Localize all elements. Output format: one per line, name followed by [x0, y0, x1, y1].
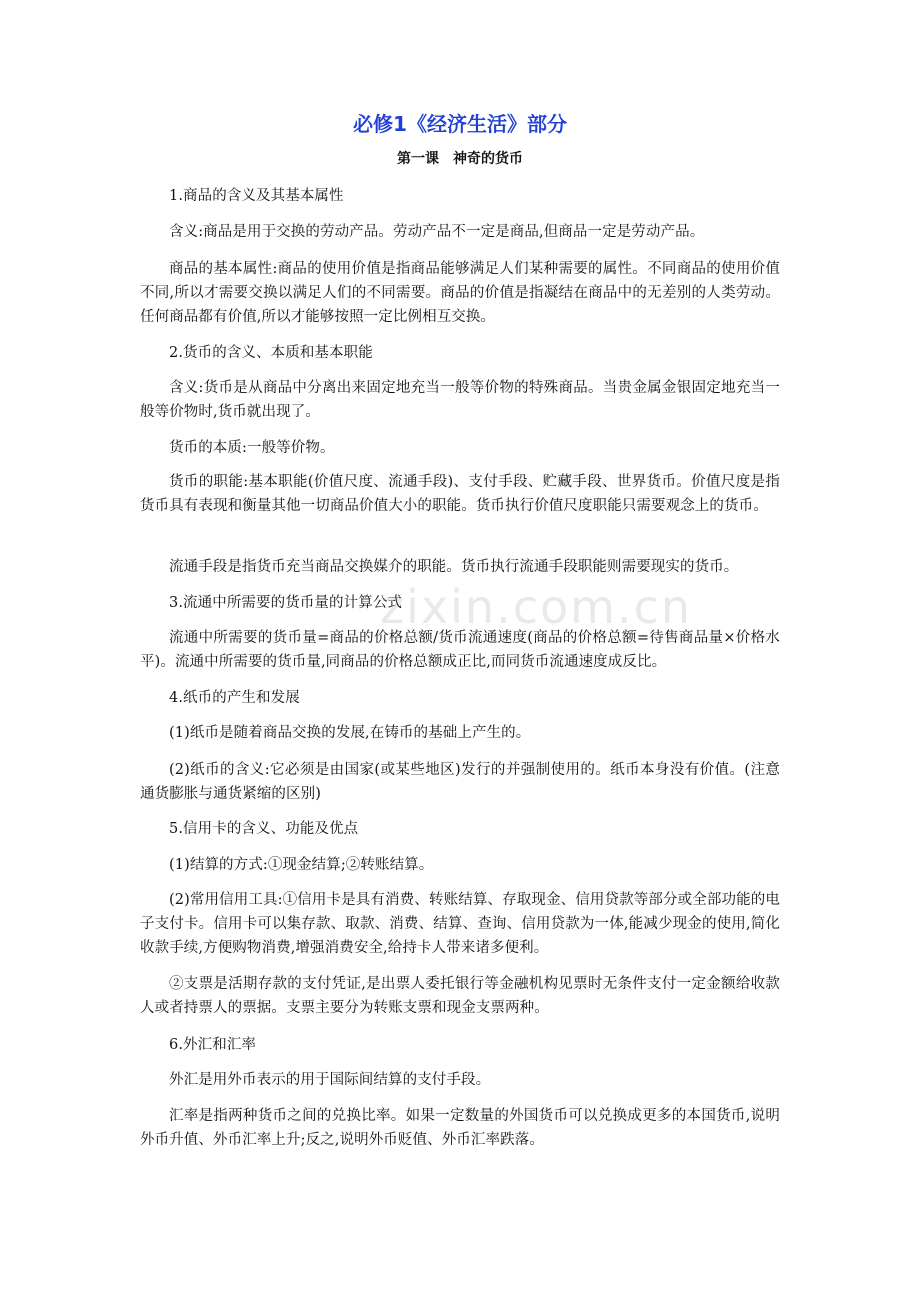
section-heading-2: 2.货币的含义、本质和基本职能 [169, 345, 373, 361]
lesson-title: 第一课 神奇的货币 [397, 151, 523, 167]
paragraph: 含义:货币是从商品中分离出来固定地充当一般等价物的特殊商品。当贵金属金银固定地充当一般等价物时,货币就出现了。 [140, 380, 780, 420]
section-heading-3: 3.流通中所需要的货币量的计算公式 [169, 595, 403, 611]
paragraph: 汇率是指两种货币之间的兑换比率。如果一定数量的外国货币可以兑换成更多的本国货币,说明外币升值、外币汇率上升;反之,说明外币贬值、外币汇率跌落。 [140, 1108, 780, 1148]
document-title: 必修1《经济生活》部分 [353, 112, 567, 136]
paragraph: 货币的本质:一般等价物。 [169, 440, 335, 456]
paragraph: ②支票是活期存款的支付凭证,是出票人委托银行等金融机构见票时无条件支付一定金额给收款人或者持票人的票据。支票主要分为转账支票和现金支票两种。 [140, 976, 780, 1016]
paragraph: (1)纸币是随着商品交换的发展,在铸币的基础上产生的。 [169, 725, 531, 741]
paragraph: 含义:商品是用于交换的劳动产品。劳动产品不一定是商品,但商品一定是劳动产品。 [169, 224, 705, 240]
paragraph: (2)常用信用工具:①信用卡是具有消费、转账结算、存取现金、信用贷款等部分或全部功能的电子支付卡。信用卡可以集存款、取款、消费、结算、查询、信用贷款为一体,能减少现金的使用,简化收款手续,方便购物消费,增强消费安全,给持卡人带来诸多便利。 [140, 892, 780, 956]
section-heading-5: 5.信用卡的含义、功能及优点 [169, 821, 359, 837]
paragraph: 商品的基本属性:商品的使用价值是指商品能够满足人们某种需要的属性。不同商品的使用价值不同,所以才需要交换以满足人们的不同需要。商品的价值是指凝结在商品中的无差别的人类劳动。任何商品都有价值,所以才能够按照一定比例相互交换。 [140, 261, 780, 325]
paragraph: (2)纸币的含义:它必须是由国家(或某些地区)发行的并强制使用的。纸币本身没有价值。(注意通货膨胀与通货紧缩的区别) [140, 762, 780, 802]
watermark-text: zixin.com.cn [380, 580, 693, 634]
section-heading-4: 4.纸币的产生和发展 [169, 690, 300, 706]
paragraph: (1)结算的方式:①现金结算;②转账结算。 [169, 857, 434, 873]
paragraph: 流通中所需要的货币量=商品的价格总额/货币流通速度(商品的价格总额=待售商品量×价格水平)。流通中所需要的货币量,同商品的价格总额成正比,而同货币流通速度成反比。 [140, 630, 780, 670]
paragraph: 货币的职能:基本职能(价值尺度、流通手段)、支付手段、贮藏手段、世界货币。价值尺度是指货币具有表现和衡量其他一切商品价值大小的职能。货币执行价值尺度职能只需要观念上的货币。 [140, 474, 780, 514]
section-heading-1: 1.商品的含义及其基本属性 [169, 188, 344, 204]
paragraph: 流通手段是指货币充当商品交换媒介的职能。货币执行流通手段职能则需要现实的货币。 [169, 559, 739, 575]
paragraph: 外汇是用外币表示的用于国际间结算的支付手段。 [169, 1072, 491, 1088]
section-heading-6: 6.外汇和汇率 [169, 1037, 257, 1053]
